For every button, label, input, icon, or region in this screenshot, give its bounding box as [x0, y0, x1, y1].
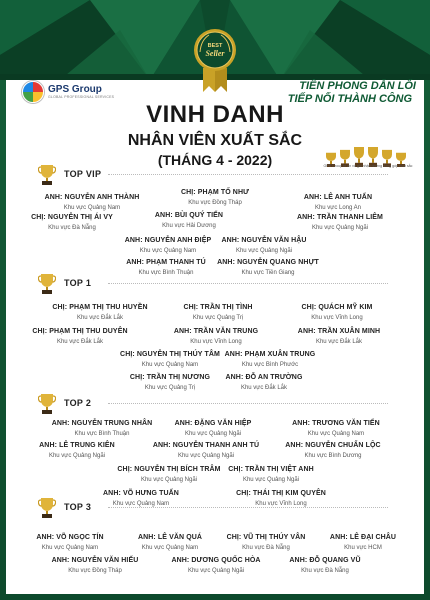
honoree-region: Khu vực Quảng Nam: [141, 545, 199, 551]
honoree: [7, 441, 147, 461]
honoree-region: Khu vực Vĩnh Long: [311, 315, 363, 321]
honoree: [194, 373, 334, 393]
honoree-name: ANH: ĐỖ AN TRƯỜNG: [225, 374, 303, 381]
honoree-name: CHỊ: TRẦN THỊ TÌNH: [183, 304, 253, 311]
logo-subtitle: GLOBAL PROFESSIONAL SERVICES: [48, 94, 115, 99]
honoree-name: ANH: ĐỖ QUANG VŨ: [289, 557, 361, 564]
badge-line1: BEST: [207, 43, 223, 49]
honoree-region: Khu vực Bình Thuận: [74, 431, 130, 437]
honoree: [22, 193, 162, 213]
honoree-region: Khu vực Quảng Ngãi: [242, 477, 300, 483]
honoree: [143, 419, 283, 439]
honoree-region: Khu vực Quảng Trị: [144, 385, 196, 391]
honoree: [71, 489, 211, 509]
honoree-region: Khu vực Đắk Lắk: [56, 339, 104, 345]
logo-name: GPS Group: [48, 83, 102, 95]
honoree-region: Khu vực Quảng Ngãi: [311, 225, 369, 231]
badge-line2: Seller: [205, 49, 225, 58]
honoree: [267, 303, 407, 323]
section-header: [38, 496, 91, 518]
honoree-name: CHỊ: NGUYỄN THỊ THÚY TÂM: [120, 351, 220, 358]
honoree-name: CHỊ: THÁI THỊ KIM QUYÊN: [236, 490, 326, 497]
gps-logo: [22, 81, 132, 103]
honoree-region: Khu vực Đắk Lắk: [240, 385, 288, 391]
honoree-name: CHỊ: NGUYỄN THỊ ÁI VY: [31, 214, 113, 221]
honoree-name: ANH: DƯƠNG QUỐC HÒA: [171, 557, 261, 564]
honoree-name: ANH: LÊ VĂN QUÁ: [137, 534, 203, 541]
honoree-region: Khu vực HCM: [344, 545, 382, 551]
section-divider: [108, 174, 388, 175]
honoree-region: Khu vực Quảng Nam: [112, 501, 170, 507]
section-divider: [108, 403, 388, 404]
honoree-name: CHỊ: PHẠM THỊ THU DUYÊN: [32, 328, 128, 335]
honoree-name: ANH: NGUYỄN VĂN HIẾU: [51, 557, 139, 564]
honoree: [200, 350, 340, 370]
honoree-name: ANH: NGUYỄN VĂN HẬU: [221, 237, 307, 244]
honoree-name: CHỊ: PHẠM THỊ THU HUYỀN: [52, 304, 148, 311]
honoree-name: ANH: NGUYỄN THANH ANH TÚ: [152, 442, 260, 449]
honoree: [146, 327, 286, 347]
honoree-region: Khu vực Quảng Ngãi: [177, 453, 235, 459]
honoree-name: ANH: VÕ NGỌC TÍN: [36, 534, 104, 541]
honoree-name: ANH: BÙI QUÝ TIẾN: [154, 212, 224, 219]
honoree-region: Khu vực Quảng Ngãi: [235, 248, 293, 254]
honoree: [270, 213, 410, 233]
honoree-name: ANH: TRẦN XUÂN MINH: [297, 328, 381, 335]
honoree-region: Khu vực Vĩnh Long: [190, 339, 242, 345]
honoree-region: Khu vực Đà Nẵng: [242, 545, 290, 551]
section-label: TOP 3: [64, 502, 92, 512]
honoree-name: ANH: TRƯƠNG VĂN TIẾN: [292, 420, 380, 427]
honoree-region: Khu vực Đắk Lắk: [76, 315, 124, 321]
honoree-region: Khu vực Bình Dương: [304, 453, 362, 459]
honoree-name: ANH: LÊ TRUNG KIÊN: [39, 442, 115, 449]
honoree-name: ANH: NGUYỄN ANH THÀNH: [44, 194, 140, 201]
honoree-name: ANH: LÊ ANH TUẤN: [303, 194, 373, 201]
section-header: [38, 163, 101, 185]
section-divider: [108, 283, 388, 284]
honoree-region: Khu vực Tiền Giang: [241, 270, 295, 276]
honoree-name: ANH: LÊ ĐẠI CHÂU: [329, 534, 397, 541]
honoree-name: ANH: NGUYỄN CHUẨN LỘC: [285, 442, 381, 449]
section-header: [38, 392, 91, 414]
honoree: [136, 441, 276, 461]
trophy-icon: [38, 392, 56, 414]
honoree-name: ANH: NGUYỄN TRUNG NHÂN: [51, 420, 153, 427]
honoree-region: Khu vực Quảng Ngãi: [140, 477, 198, 483]
honoree: [10, 327, 150, 347]
slogan-line2: TIẾP NỐI THÀNH CÔNG: [287, 93, 412, 105]
honoree-region: Khu vực Vĩnh Long: [255, 501, 307, 507]
honoree: [194, 236, 334, 256]
trophy-caption: GPS Group tri ân và ghi nhận những đóng góp xuất sắc: [323, 164, 413, 168]
honoree-region: Khu vực Đà Nẵng: [301, 568, 349, 574]
honoree-region: Khu vực Quảng Trị: [192, 315, 244, 321]
best-seller-badge: [191, 28, 239, 92]
honoree: [119, 211, 259, 231]
honoree-name: CHỊ: NGUYỄN THỊ BÍCH TRÂM: [117, 466, 221, 473]
page-subtitle: NHÂN VIÊN XUẤT SẮC: [127, 132, 303, 149]
honoree-region: Khu vực Hải Dương: [162, 223, 216, 229]
honoree-region: Khu vực Quảng Nam: [307, 431, 365, 437]
honoree-name: ANH: NGUYỄN ANH ĐIỆP: [124, 237, 212, 244]
honoree: [25, 556, 165, 576]
trophy-icon: [38, 272, 56, 294]
honoree-name: ANH: NGUYỄN QUANG NHỰT: [217, 259, 319, 266]
honoree-name: ANH: ĐẶNG VĂN HIỆP: [174, 420, 252, 427]
honoree-region: Khu vực Quảng Nam: [41, 545, 99, 551]
slogan-line1: TIÊN PHONG DẪN LỐI: [299, 80, 416, 92]
honoree-region: Khu vực Đồng Tháp: [68, 568, 122, 574]
honoree: [263, 441, 403, 461]
page-period: (THÁNG 4 - 2022): [157, 152, 273, 168]
section-header: [38, 272, 91, 294]
honoree: [269, 327, 409, 347]
trophy-icon: [38, 163, 56, 185]
trophy-icon: [38, 496, 56, 518]
honoree-name: ANH: VÕ HƯNG TUẤN: [103, 490, 179, 497]
honoree: [211, 489, 351, 509]
honoree-region: Khu vực Quảng Nam: [141, 362, 199, 368]
globe-icon: [22, 81, 44, 103]
section-divider: [108, 507, 388, 508]
section-label: TOP VIP: [64, 169, 102, 179]
honoree-region: Khu vực Đà Nẵng: [48, 225, 96, 231]
honoree: [293, 533, 430, 553]
honoree: [201, 465, 341, 485]
honoree-name: CHỊ: TRẦN THỊ NƯƠNG: [129, 374, 211, 381]
honoree: [268, 193, 408, 213]
honoree-name: CHỊ: PHẠM TỐ NHƯ: [180, 189, 250, 196]
honoree: [198, 258, 338, 278]
honoree-name: ANH: PHẠM THANH TÚ: [126, 259, 206, 266]
honoree-name: CHỊ: TRẦN THỊ VIỆT ANH: [228, 466, 314, 473]
honoree-region: Khu vực Quảng Nam: [63, 205, 121, 211]
honoree: [266, 419, 406, 439]
honoree-name: ANH: PHẠM XUÂN TRUNG: [224, 351, 316, 358]
frame-bottom: [0, 594, 430, 600]
honoree-name: CHỊ: QUÁCH MỸ KIM: [301, 304, 373, 311]
honoree-region: Khu vực Đồng Tháp: [188, 200, 242, 206]
honoree: [255, 556, 395, 576]
honoree-region: Khu vực Đắk Lắk: [315, 339, 363, 345]
honoree-region: Khu vực Bình Thuận: [138, 270, 194, 276]
honoree-name: ANH: TRẦN VĂN TRUNG: [173, 328, 259, 335]
honoree-name: CHỊ: VŨ THỊ THÚY VÂN: [226, 534, 306, 541]
section-label: TOP 1: [64, 278, 92, 288]
honoree: [145, 188, 285, 208]
honoree-region: Khu vực Bình Phước: [241, 362, 299, 368]
honoree-name: ANH: TRẦN THANH LIÊM: [297, 214, 383, 221]
honoree-region: Khu vực Quảng Nam: [139, 248, 197, 254]
honoree-region: Khu vực Quảng Ngãi: [48, 453, 106, 459]
honoree-region: Khu vực Quảng Ngãi: [184, 431, 242, 437]
section-label: TOP 2: [64, 398, 92, 408]
honoree-region: Khu vực Quảng Ngãi: [187, 568, 245, 574]
honoree-region: Khu vực Long An: [314, 205, 362, 211]
page-title: VINH DANH: [146, 101, 284, 128]
